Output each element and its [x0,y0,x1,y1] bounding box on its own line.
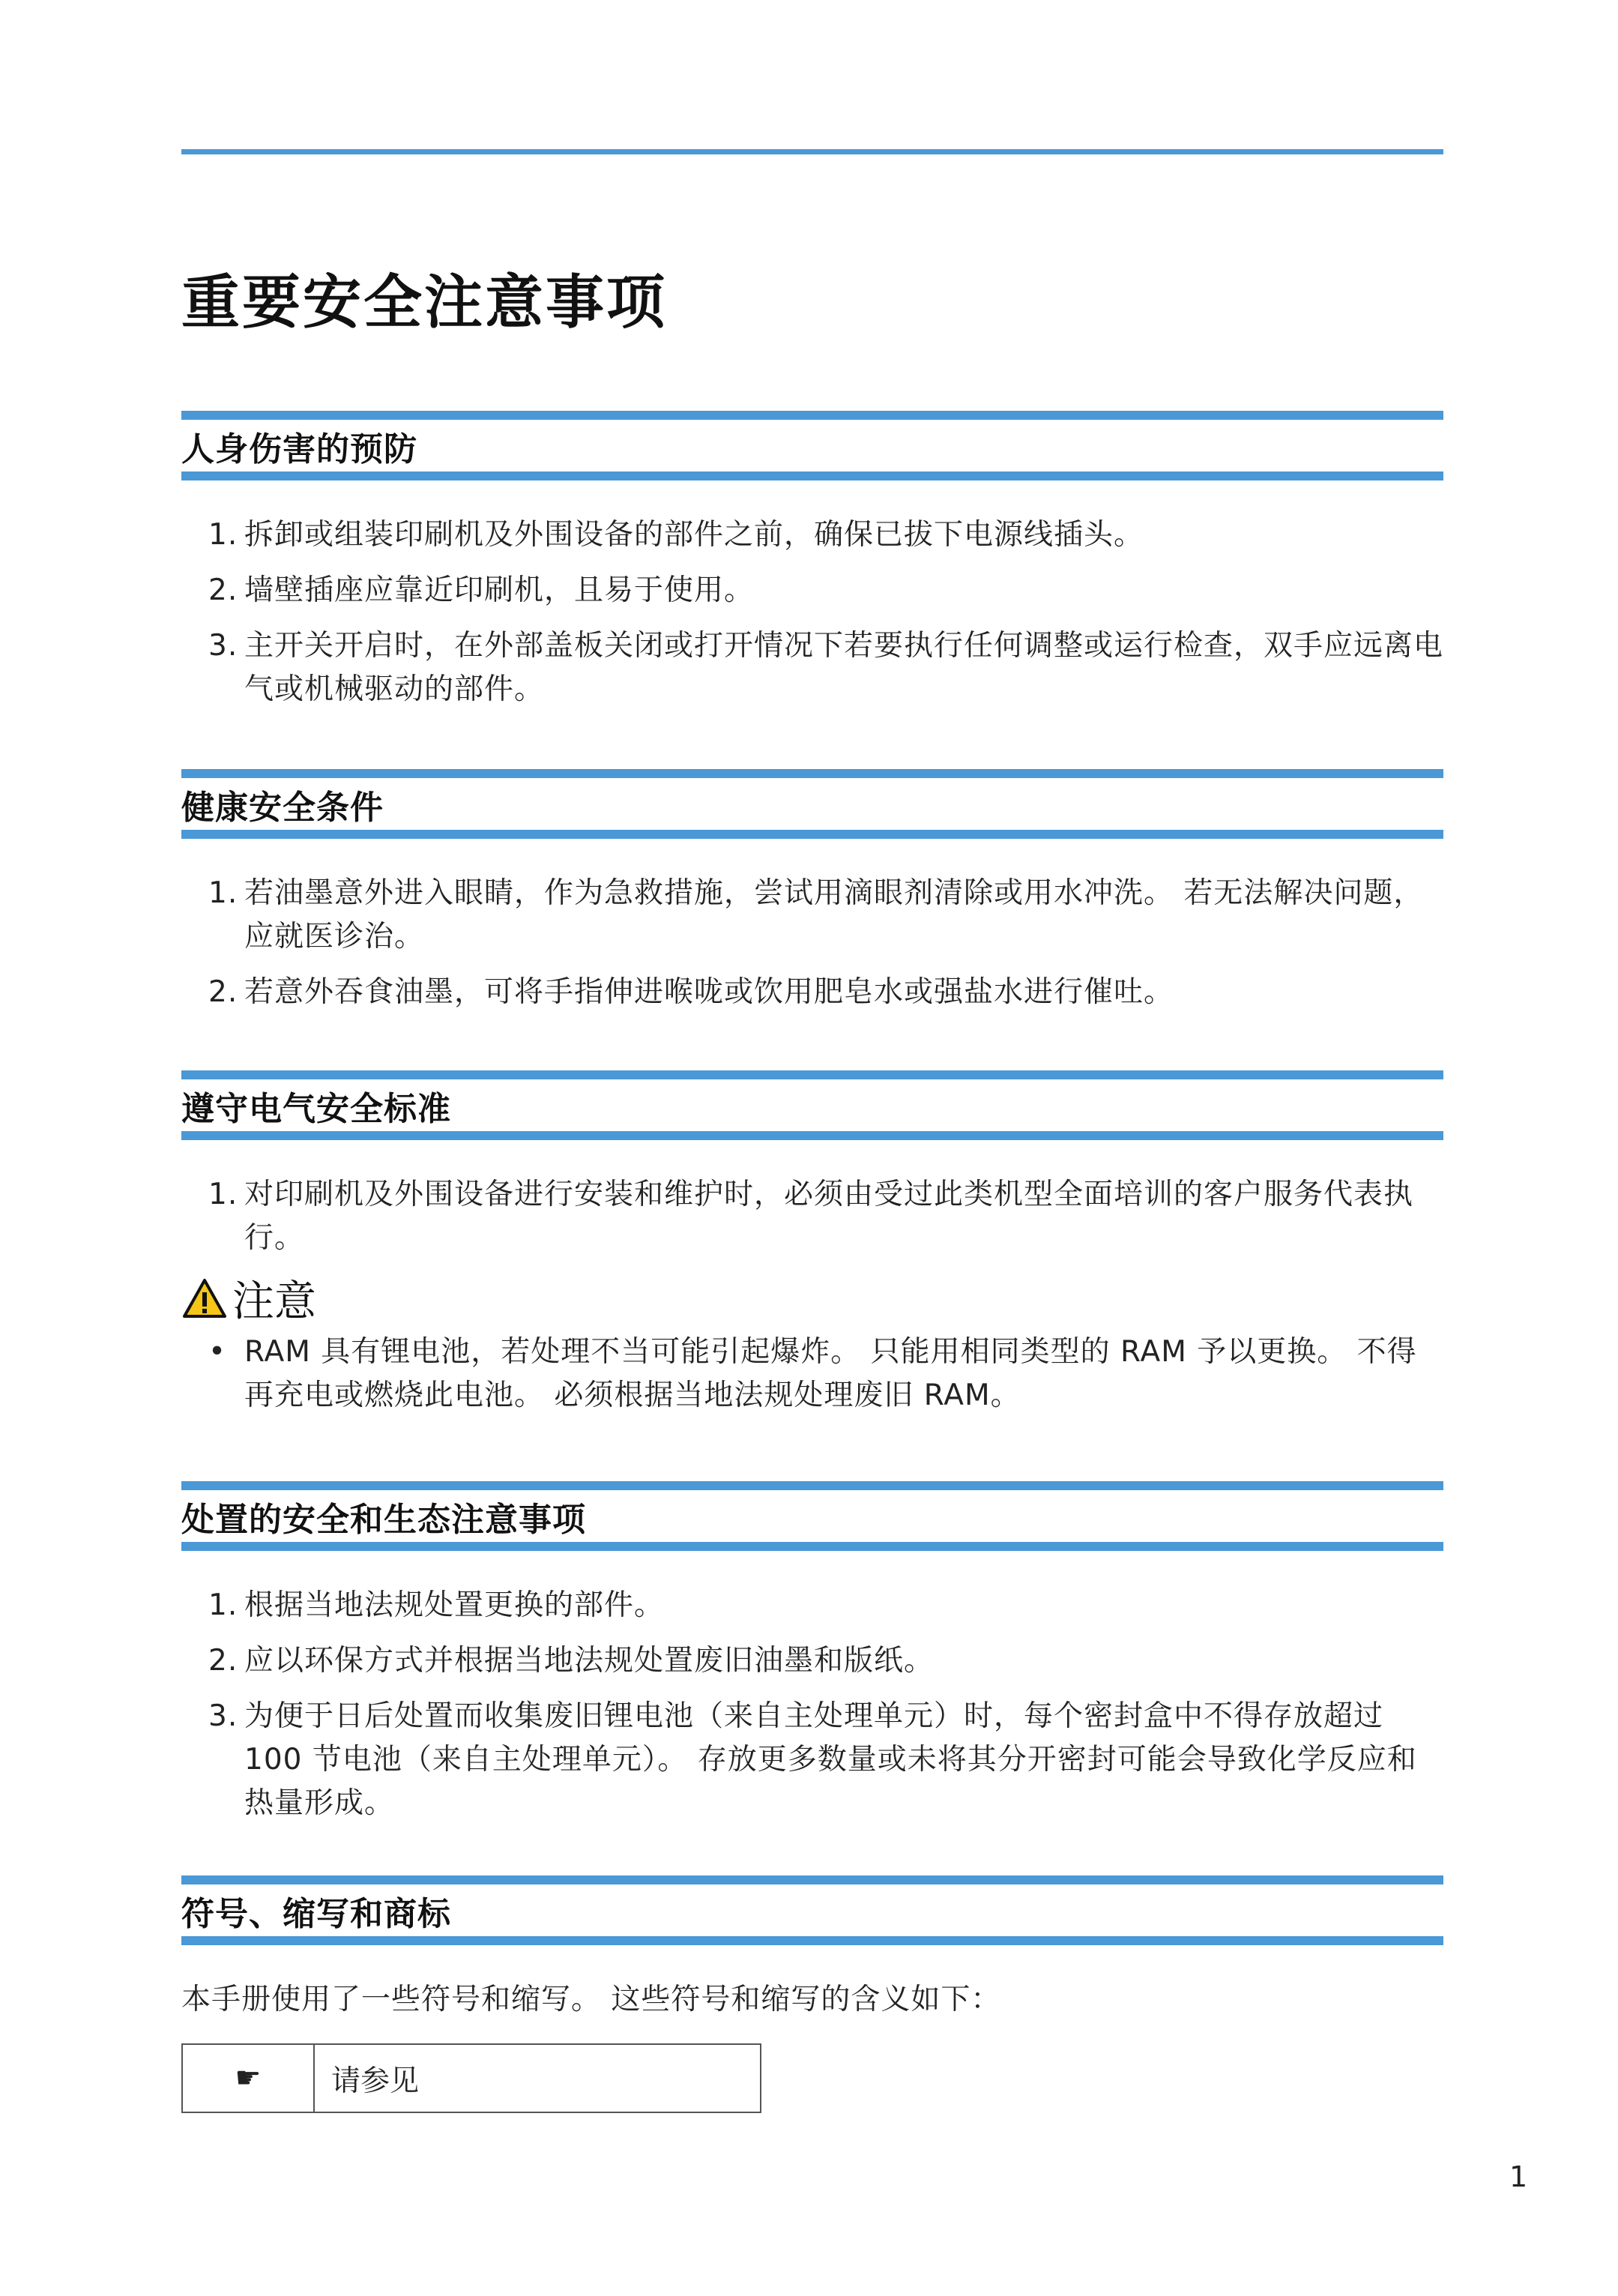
item-number: 3. [208,1699,238,1733]
item-text: 应以环保方式并根据当地法规处置废旧油墨和版纸。 [244,1644,935,1678]
numbered-list [181,513,1443,711]
page-title: 重要安全注意事项 [181,269,668,337]
section-heading: 符号、缩写和商标 [181,1894,451,1933]
caution-list [181,1331,1443,1417]
section-health-safety [181,769,1443,1014]
item-number: 1. [208,1178,238,1211]
list-item [181,1584,1443,1627]
item-text: 若油墨意外进入眼睛，作为急救措施，尝试用滴眼剂清除或用水冲洗。 若无法解决问题，应就医诊治。 [244,876,1424,953]
section-header [181,1481,1443,1551]
list-item [181,971,1443,1014]
page-number: 1 [1509,2160,1528,2193]
item-number: 2. [208,573,238,607]
item-number: 3. [208,629,238,663]
item-text: 为便于日后处置而收集废旧锂电池（来自主处理单元）时，每个密封盒中不得存放超过 100 节电池（来自主处理单元）。 存放更多数量或未将其分开密封可能会导致化学反应和热量形成。 [244,1699,1417,1820]
list-item [181,513,1443,557]
section-heading: 遵守电气安全标准 [181,1089,451,1128]
symbol-meaning: 请参见 [314,2044,761,2112]
list-item [181,1173,1443,1260]
section-heading: 处置的安全和生态注意事项 [181,1500,586,1539]
top-rule [181,149,1443,154]
list-item [181,1695,1443,1825]
pointing-hand-icon: ☛ [182,2044,314,2112]
item-number: 1. [208,876,238,910]
section-header [181,769,1443,839]
item-text: 主开关开启时，在外部盖板关闭或打开情况下若要执行任何调整或运行检查，双手应远离电气或机械驱动的部件。 [244,629,1444,706]
list-item [181,569,1443,612]
item-number: 2. [208,975,238,1009]
table-row [182,2044,761,2112]
item-text: 拆卸或组装印刷机及外围设备的部件之前，确保已拔下电源线插头。 [244,518,1144,552]
caution-block [181,1272,1443,1417]
section-injury-prevention [181,411,1443,711]
item-number: 2. [208,1644,238,1678]
bullet-icon: • [208,1335,227,1369]
list-item [181,872,1443,959]
item-text: 若意外吞食油墨，可将手指伸进喉咙或饮用肥皂水或强盐水进行催吐。 [244,975,1174,1009]
list-item [181,1639,1443,1683]
section-heading: 健康安全条件 [181,788,384,827]
numbered-list [181,1584,1443,1825]
section-header [181,1070,1443,1140]
section-electrical-safety [181,1070,1443,1417]
section-heading: 人身伤害的预防 [181,430,417,468]
section-disposal-safety [181,1481,1443,1825]
section-symbols [181,1875,1443,2022]
item-number: 1. [208,1588,238,1622]
numbered-list [181,1173,1443,1260]
warning-triangle-icon [181,1277,228,1319]
item-text: 对印刷机及外围设备进行安装和维护时，必须由受过此类机型全面培训的客户服务代表执行。 [244,1178,1414,1255]
symbol-table [181,2043,761,2113]
intro-text: 本手册使用了一些符号和缩写。 这些符号和缩写的含义如下： [181,1983,1001,2016]
caution-title [181,1272,1443,1325]
section-header [181,411,1443,480]
item-text: RAM 具有锂电池，若处理不当可能引起爆炸。 只能用相同类型的 RAM 予以更换。 不得再充电或燃烧此电池。 必须根据当地法规处理废旧 RAM。 [244,1335,1417,1412]
numbered-list [181,872,1443,1014]
list-item [181,1331,1443,1417]
caution-label: 注意 [232,1277,316,1326]
list-item [181,624,1443,711]
item-text: 根据当地法规处置更换的部件。 [244,1588,665,1622]
item-number: 1. [208,518,238,552]
item-text: 墙壁插座应靠近印刷机，且易于使用。 [244,573,755,607]
section-header [181,1875,1443,1945]
